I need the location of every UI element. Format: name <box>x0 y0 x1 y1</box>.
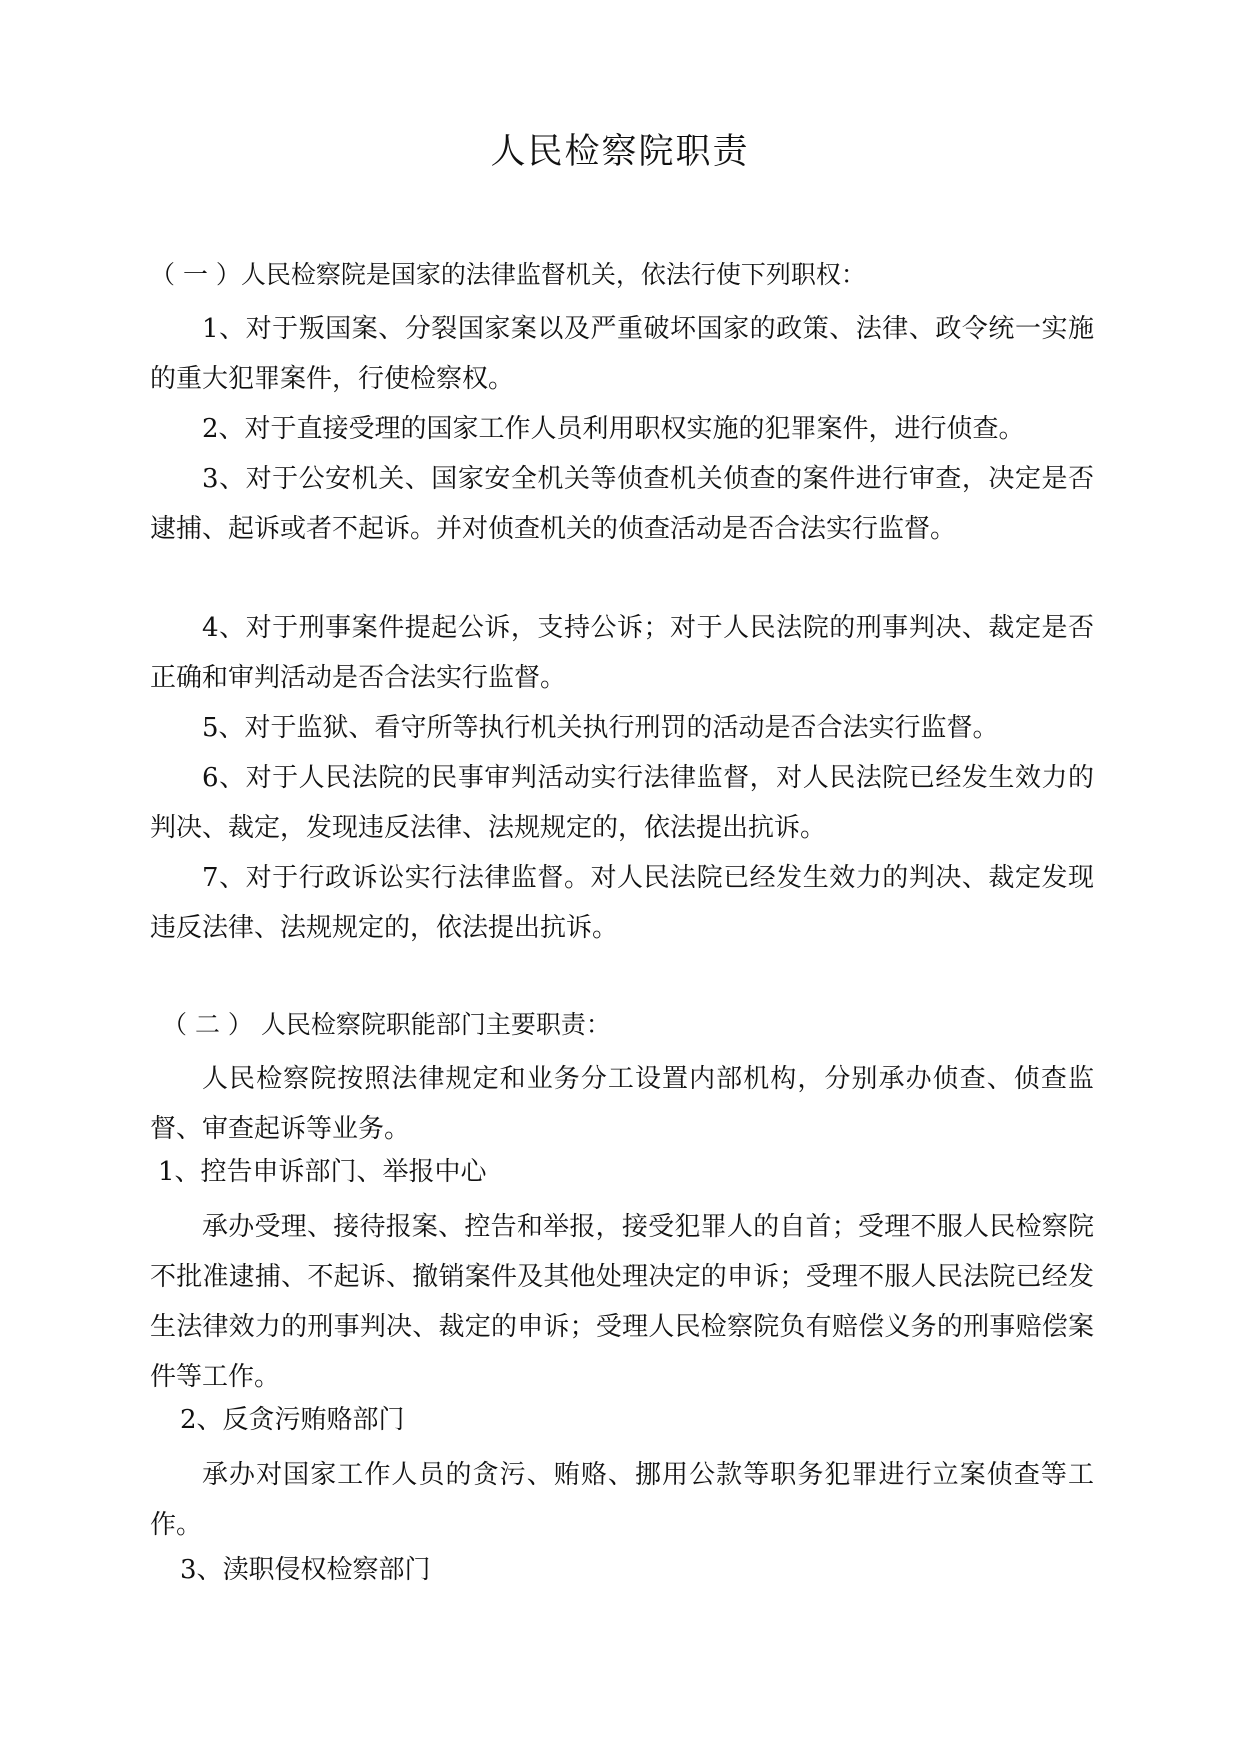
section-1-heading: （ 一 ）人民检察院是国家的法律监督机关，依法行使下列职权： <box>150 260 866 289</box>
section-1-paragraph-6: 6、对于人民法院的民事审判活动实行法律监督，对人民法院已经发生效力的判决、裁定，发现违反法律、法规规定的，依法提出抗诉。 <box>150 763 1094 843</box>
department-label-1: 1、控告申诉部门、举报中心 <box>158 1157 487 1187</box>
section-1-paragraph-7: 7、对于行政诉讼实行法律监督。对人民法院已经发生效力的判决、裁定发现违反法律、法规规定的，依法提出抗诉。 <box>150 863 1094 943</box>
department-label-2: 2、反贪污贿赂部门 <box>180 1405 405 1435</box>
section-1-paragraph-3: 3、对于公安机关、国家安全机关等侦查机关侦查的案件进行审查，决定是否逮捕、起诉或者不起诉。并对侦查机关的侦查活动是否合法实行监督。 <box>150 464 1094 544</box>
section-2-heading: （ 二 ） 人民检察院职能部门主要职责： <box>162 1010 611 1039</box>
section-1-paragraph-4: 4、对于刑事案件提起公诉，支持公诉；对于人民法院的刑事判决、裁定是否正确和审判活动是否合法实行监督。 <box>150 613 1094 693</box>
department-label-3: 3、渎职侵权检察部门 <box>180 1555 431 1585</box>
section-2-intro: 人民检察院按照法律规定和业务分工设置内部机构，分别承办侦查、侦查监督、审查起诉等业务。 <box>150 1064 1094 1144</box>
section-1-paragraph-2: 2、对于直接受理的国家工作人员利用职权实施的犯罪案件，进行侦查。 <box>202 414 1025 444</box>
section-1-paragraph-5: 5、对于监狱、看守所等执行机关执行刑罚的活动是否合法实行监督。 <box>202 713 999 743</box>
section-1-paragraph-1: 1、对于叛国案、分裂国家案以及严重破坏国家的政策、法律、政令统一实施的重大犯罪案件，行使检察权。 <box>150 314 1094 394</box>
department-text-1: 承办受理、接待报案、控告和举报，接受犯罪人的自首；受理不服人民检察院不批准逮捕、不起诉、撤销案件及其他处理决定的申诉；受理不服人民法院已经发生法律效力的刑事判决、裁定的申诉；受理人民检察院负有赔偿义务的刑事赔偿案件等工作。 <box>150 1212 1094 1392</box>
page-title: 人民检察院职责 <box>490 132 750 172</box>
department-text-2: 承办对国家工作人员的贪污、贿赂、挪用公款等职务犯罪进行立案侦查等工作。 <box>150 1460 1094 1540</box>
